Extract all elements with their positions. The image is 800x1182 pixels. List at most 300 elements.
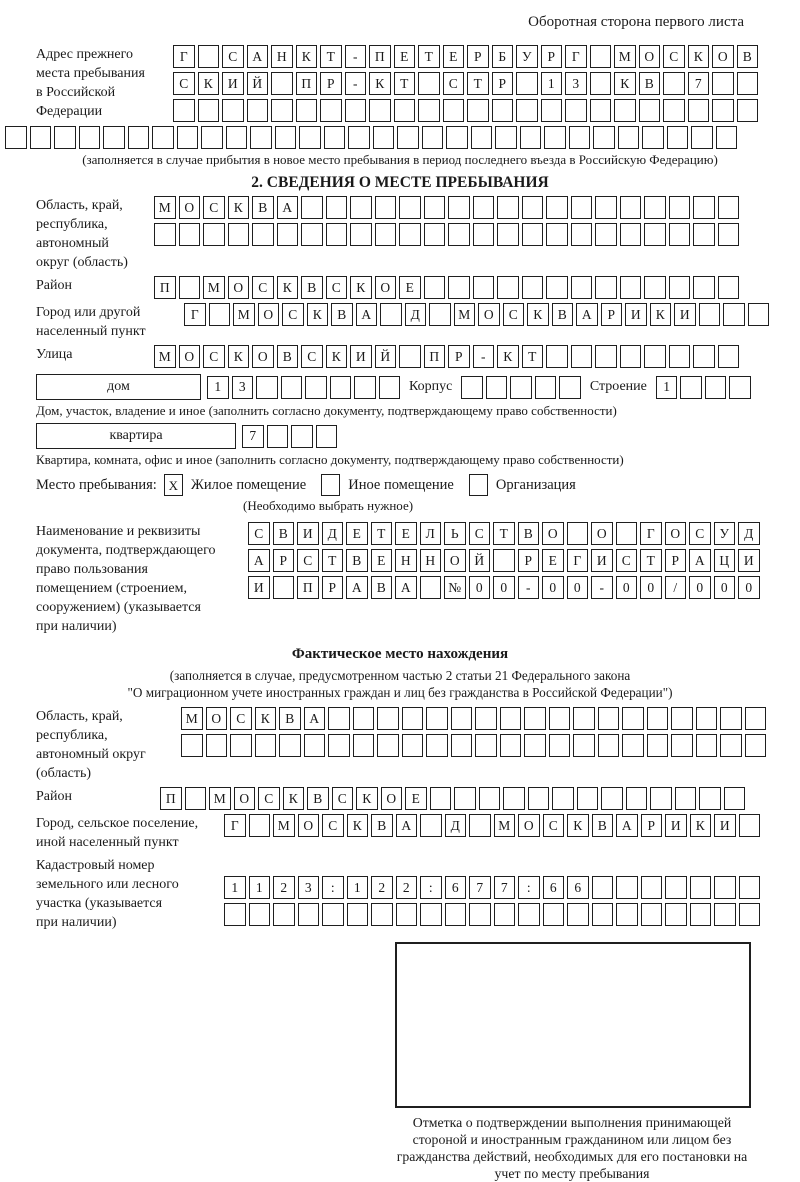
char-cell[interactable]	[255, 734, 277, 757]
char-cell[interactable]	[569, 126, 591, 149]
char-cell[interactable]: И	[222, 72, 244, 95]
char-cell[interactable]	[595, 345, 617, 368]
char-cell[interactable]: Е	[542, 549, 564, 572]
char-cell[interactable]: -	[518, 576, 540, 599]
char-cell[interactable]	[644, 223, 666, 246]
char-cell[interactable]	[451, 734, 473, 757]
char-cell[interactable]	[669, 276, 691, 299]
char-cell[interactable]	[620, 196, 642, 219]
char-cell[interactable]: М	[614, 45, 636, 68]
char-cell[interactable]	[448, 196, 470, 219]
char-cell[interactable]: В	[371, 576, 393, 599]
char-cell[interactable]	[622, 707, 644, 730]
char-cell[interactable]: В	[273, 522, 295, 545]
char-cell[interactable]: 0	[616, 576, 638, 599]
char-cell[interactable]: В	[279, 707, 301, 730]
char-cell[interactable]: В	[307, 787, 329, 810]
char-cell[interactable]: К	[296, 45, 318, 68]
char-cell[interactable]	[426, 707, 448, 730]
char-cell[interactable]	[177, 126, 199, 149]
char-cell[interactable]: 1	[224, 876, 246, 899]
char-cell[interactable]	[541, 99, 563, 122]
char-cell[interactable]: М	[233, 303, 255, 326]
char-cell[interactable]: С	[469, 522, 491, 545]
char-cell[interactable]	[279, 734, 301, 757]
char-cell[interactable]: Й	[469, 549, 491, 572]
char-cell[interactable]: В	[592, 814, 614, 837]
char-cell[interactable]	[516, 72, 538, 95]
char-cell[interactable]: С	[503, 303, 525, 326]
char-cell[interactable]: Г	[640, 522, 662, 545]
char-cell[interactable]	[748, 303, 770, 326]
char-cell[interactable]: Р	[541, 45, 563, 68]
char-cell[interactable]: №	[444, 576, 466, 599]
char-cell[interactable]: Е	[394, 45, 416, 68]
char-cell[interactable]: Т	[467, 72, 489, 95]
char-cell[interactable]: О	[381, 787, 403, 810]
char-cell[interactable]	[590, 72, 612, 95]
char-cell[interactable]	[647, 707, 669, 730]
char-cell[interactable]: 6	[445, 876, 467, 899]
char-cell[interactable]: 2	[396, 876, 418, 899]
char-cell[interactable]: Р	[492, 72, 514, 95]
char-cell[interactable]	[729, 376, 751, 399]
char-cell[interactable]: Й	[375, 345, 397, 368]
char-cell[interactable]	[546, 223, 568, 246]
char-cell[interactable]: Е	[405, 787, 427, 810]
char-cell[interactable]: К	[527, 303, 549, 326]
char-cell[interactable]	[473, 196, 495, 219]
char-cell[interactable]	[347, 903, 369, 926]
char-cell[interactable]	[475, 707, 497, 730]
char-cell[interactable]	[420, 576, 442, 599]
char-cell[interactable]: Р	[322, 576, 344, 599]
char-cell[interactable]	[422, 126, 444, 149]
char-cell[interactable]: И	[738, 549, 760, 572]
char-cell[interactable]: В	[639, 72, 661, 95]
char-cell[interactable]: Р	[448, 345, 470, 368]
char-cell[interactable]	[690, 903, 712, 926]
char-cell[interactable]: С	[203, 345, 225, 368]
char-cell[interactable]: Е	[443, 45, 465, 68]
char-cell[interactable]	[546, 196, 568, 219]
char-cell[interactable]: 0	[689, 576, 711, 599]
char-cell[interactable]: 0	[493, 576, 515, 599]
char-cell[interactable]: Г	[224, 814, 246, 837]
char-cell[interactable]	[399, 345, 421, 368]
char-cell[interactable]	[639, 99, 661, 122]
char-cell[interactable]: А	[304, 707, 326, 730]
char-cell[interactable]	[714, 876, 736, 899]
char-cell[interactable]: П	[369, 45, 391, 68]
char-cell[interactable]	[446, 126, 468, 149]
char-cell[interactable]	[522, 196, 544, 219]
char-cell[interactable]	[671, 707, 693, 730]
char-cell[interactable]	[373, 126, 395, 149]
char-cell[interactable]	[267, 425, 289, 448]
char-cell[interactable]	[497, 196, 519, 219]
char-cell[interactable]	[620, 223, 642, 246]
char-cell[interactable]: О	[639, 45, 661, 68]
char-cell[interactable]: О	[478, 303, 500, 326]
char-cell[interactable]	[321, 474, 340, 496]
char-cell[interactable]	[486, 376, 508, 399]
char-cell[interactable]: Т	[493, 522, 515, 545]
char-cell[interactable]: Т	[320, 45, 342, 68]
char-cell[interactable]	[745, 734, 767, 757]
char-cell[interactable]: 0	[640, 576, 662, 599]
char-cell[interactable]: П	[160, 787, 182, 810]
char-cell[interactable]: О	[258, 303, 280, 326]
char-cell[interactable]	[663, 72, 685, 95]
char-cell[interactable]	[671, 734, 693, 757]
char-cell[interactable]: С	[332, 787, 354, 810]
char-cell[interactable]: И	[297, 522, 319, 545]
char-cell[interactable]: К	[277, 276, 299, 299]
char-cell[interactable]	[500, 734, 522, 757]
char-cell[interactable]	[224, 903, 246, 926]
char-cell[interactable]	[546, 345, 568, 368]
char-cell[interactable]	[688, 99, 710, 122]
char-cell[interactable]	[252, 223, 274, 246]
char-cell[interactable]: М	[203, 276, 225, 299]
char-cell[interactable]: -	[345, 45, 367, 68]
char-cell[interactable]: Е	[346, 522, 368, 545]
char-cell[interactable]: М	[494, 814, 516, 837]
char-cell[interactable]: Д	[322, 522, 344, 545]
char-cell[interactable]	[448, 223, 470, 246]
char-cell[interactable]: X	[164, 474, 183, 496]
char-cell[interactable]	[322, 903, 344, 926]
char-cell[interactable]: А	[247, 45, 269, 68]
char-cell[interactable]	[371, 903, 393, 926]
char-cell[interactable]	[644, 276, 666, 299]
char-cell[interactable]: М	[154, 345, 176, 368]
char-cell[interactable]	[198, 45, 220, 68]
char-cell[interactable]	[573, 734, 595, 757]
char-cell[interactable]	[473, 276, 495, 299]
char-cell[interactable]: -	[473, 345, 495, 368]
char-cell[interactable]: Р	[320, 72, 342, 95]
char-cell[interactable]: 6	[543, 876, 565, 899]
char-cell[interactable]: И	[591, 549, 613, 572]
char-cell[interactable]	[642, 126, 664, 149]
char-cell[interactable]	[228, 223, 250, 246]
char-cell[interactable]	[326, 196, 348, 219]
char-cell[interactable]	[693, 345, 715, 368]
char-cell[interactable]: И	[665, 814, 687, 837]
char-cell[interactable]: Р	[641, 814, 663, 837]
char-cell[interactable]: К	[283, 787, 305, 810]
char-cell[interactable]	[577, 787, 599, 810]
char-cell[interactable]	[494, 903, 516, 926]
char-cell[interactable]: М	[209, 787, 231, 810]
char-cell[interactable]: В	[277, 345, 299, 368]
char-cell[interactable]: Г	[567, 549, 589, 572]
char-cell[interactable]	[739, 814, 761, 837]
char-cell[interactable]	[203, 223, 225, 246]
char-cell[interactable]	[152, 126, 174, 149]
char-cell[interactable]: Г	[565, 45, 587, 68]
char-cell[interactable]	[250, 126, 272, 149]
char-cell[interactable]	[345, 99, 367, 122]
char-cell[interactable]	[461, 376, 483, 399]
char-cell[interactable]: :	[322, 876, 344, 899]
char-cell[interactable]	[622, 734, 644, 757]
char-cell[interactable]	[418, 99, 440, 122]
char-cell[interactable]	[716, 126, 738, 149]
char-cell[interactable]: С	[230, 707, 252, 730]
char-cell[interactable]	[379, 376, 401, 399]
char-cell[interactable]	[429, 303, 451, 326]
char-cell[interactable]: И	[674, 303, 696, 326]
char-cell[interactable]	[712, 99, 734, 122]
char-cell[interactable]	[528, 787, 550, 810]
char-cell[interactable]: Р	[665, 549, 687, 572]
char-cell[interactable]: :	[518, 876, 540, 899]
char-cell[interactable]: К	[326, 345, 348, 368]
char-cell[interactable]: А	[346, 576, 368, 599]
char-cell[interactable]: О	[179, 196, 201, 219]
char-cell[interactable]	[590, 45, 612, 68]
char-cell[interactable]	[475, 734, 497, 757]
char-cell[interactable]: Д	[738, 522, 760, 545]
char-cell[interactable]: Ь	[444, 522, 466, 545]
char-cell[interactable]	[424, 196, 446, 219]
char-cell[interactable]	[305, 376, 327, 399]
char-cell[interactable]: Й	[247, 72, 269, 95]
char-cell[interactable]	[348, 126, 370, 149]
char-cell[interactable]: С	[297, 549, 319, 572]
char-cell[interactable]	[616, 876, 638, 899]
char-cell[interactable]	[448, 276, 470, 299]
char-cell[interactable]	[739, 903, 761, 926]
char-cell[interactable]	[402, 707, 424, 730]
char-cell[interactable]	[559, 376, 581, 399]
char-cell[interactable]: Д	[445, 814, 467, 837]
char-cell[interactable]	[179, 276, 201, 299]
char-cell[interactable]: С	[326, 276, 348, 299]
char-cell[interactable]: О	[518, 814, 540, 837]
char-cell[interactable]: К	[369, 72, 391, 95]
char-cell[interactable]	[273, 576, 295, 599]
char-cell[interactable]: К	[228, 345, 250, 368]
char-cell[interactable]	[524, 734, 546, 757]
char-cell[interactable]: О	[252, 345, 274, 368]
char-cell[interactable]	[473, 223, 495, 246]
char-cell[interactable]: О	[591, 522, 613, 545]
char-cell[interactable]: О	[542, 522, 564, 545]
char-cell[interactable]	[271, 72, 293, 95]
char-cell[interactable]: О	[298, 814, 320, 837]
char-cell[interactable]: К	[255, 707, 277, 730]
char-cell[interactable]	[230, 734, 252, 757]
char-cell[interactable]: Р	[467, 45, 489, 68]
char-cell[interactable]: В	[518, 522, 540, 545]
char-cell[interactable]: А	[576, 303, 598, 326]
char-cell[interactable]: 1	[207, 376, 229, 399]
char-cell[interactable]: С	[616, 549, 638, 572]
char-cell[interactable]	[469, 814, 491, 837]
char-cell[interactable]	[593, 126, 615, 149]
char-cell[interactable]: С	[663, 45, 685, 68]
char-cell[interactable]	[737, 72, 759, 95]
char-cell[interactable]	[275, 126, 297, 149]
char-cell[interactable]	[304, 734, 326, 757]
char-cell[interactable]: В	[371, 814, 393, 837]
char-cell[interactable]: 7	[242, 425, 264, 448]
char-cell[interactable]	[644, 345, 666, 368]
char-cell[interactable]: Д	[405, 303, 427, 326]
char-cell[interactable]: 0	[738, 576, 760, 599]
char-cell[interactable]: К	[650, 303, 672, 326]
char-cell[interactable]	[397, 126, 419, 149]
char-cell[interactable]: 2	[273, 876, 295, 899]
char-cell[interactable]	[467, 99, 489, 122]
char-cell[interactable]: И	[714, 814, 736, 837]
char-cell[interactable]: Т	[394, 72, 416, 95]
char-cell[interactable]	[445, 903, 467, 926]
char-cell[interactable]	[418, 72, 440, 95]
char-cell[interactable]	[181, 734, 203, 757]
char-cell[interactable]	[271, 99, 293, 122]
char-cell[interactable]: М	[181, 707, 203, 730]
char-cell[interactable]: 3	[298, 876, 320, 899]
char-cell[interactable]	[705, 376, 727, 399]
char-cell[interactable]	[699, 303, 721, 326]
char-cell[interactable]: К	[198, 72, 220, 95]
char-cell[interactable]	[543, 903, 565, 926]
char-cell[interactable]	[571, 196, 593, 219]
char-cell[interactable]	[30, 126, 52, 149]
char-cell[interactable]	[426, 734, 448, 757]
char-cell[interactable]: И	[248, 576, 270, 599]
char-cell[interactable]	[375, 196, 397, 219]
char-cell[interactable]: А	[396, 814, 418, 837]
char-cell[interactable]	[249, 814, 271, 837]
char-cell[interactable]	[326, 223, 348, 246]
char-cell[interactable]: М	[273, 814, 295, 837]
char-cell[interactable]: К	[614, 72, 636, 95]
char-cell[interactable]	[377, 734, 399, 757]
char-cell[interactable]	[549, 734, 571, 757]
char-cell[interactable]: Е	[371, 549, 393, 572]
char-cell[interactable]: 1	[249, 876, 271, 899]
char-cell[interactable]: Н	[420, 549, 442, 572]
char-cell[interactable]: 7	[469, 876, 491, 899]
char-cell[interactable]: К	[497, 345, 519, 368]
char-cell[interactable]	[79, 126, 101, 149]
char-cell[interactable]	[745, 707, 767, 730]
char-cell[interactable]: К	[228, 196, 250, 219]
char-cell[interactable]: Т	[522, 345, 544, 368]
char-cell[interactable]: 1	[541, 72, 563, 95]
char-cell[interactable]: -	[345, 72, 367, 95]
char-cell[interactable]: С	[222, 45, 244, 68]
char-cell[interactable]: Т	[371, 522, 393, 545]
char-cell[interactable]	[601, 787, 623, 810]
char-cell[interactable]: О	[228, 276, 250, 299]
char-cell[interactable]: К	[356, 787, 378, 810]
char-cell[interactable]: 1	[656, 376, 678, 399]
char-cell[interactable]: Е	[399, 276, 421, 299]
char-cell[interactable]	[469, 474, 488, 496]
char-cell[interactable]: Р	[601, 303, 623, 326]
char-cell[interactable]	[443, 99, 465, 122]
char-cell[interactable]	[718, 196, 740, 219]
char-cell[interactable]: О	[375, 276, 397, 299]
char-cell[interactable]: К	[690, 814, 712, 837]
char-cell[interactable]	[712, 72, 734, 95]
char-cell[interactable]	[377, 707, 399, 730]
char-cell[interactable]: 7	[494, 876, 516, 899]
char-cell[interactable]: И	[350, 345, 372, 368]
char-cell[interactable]	[185, 787, 207, 810]
char-cell[interactable]	[598, 734, 620, 757]
char-cell[interactable]	[375, 223, 397, 246]
char-cell[interactable]: А	[689, 549, 711, 572]
char-cell[interactable]	[350, 223, 372, 246]
char-cell[interactable]	[720, 734, 742, 757]
char-cell[interactable]	[626, 787, 648, 810]
char-cell[interactable]: В	[301, 276, 323, 299]
char-cell[interactable]	[675, 787, 697, 810]
char-cell[interactable]: А	[616, 814, 638, 837]
char-cell[interactable]	[571, 276, 593, 299]
char-cell[interactable]: К	[688, 45, 710, 68]
char-cell[interactable]	[510, 376, 532, 399]
char-cell[interactable]: -	[591, 576, 613, 599]
char-cell[interactable]: О	[665, 522, 687, 545]
char-cell[interactable]	[544, 126, 566, 149]
char-cell[interactable]	[399, 196, 421, 219]
char-cell[interactable]	[350, 196, 372, 219]
char-cell[interactable]: М	[454, 303, 476, 326]
char-cell[interactable]	[549, 707, 571, 730]
char-cell[interactable]	[249, 903, 271, 926]
char-cell[interactable]	[209, 303, 231, 326]
char-cell[interactable]: 0	[567, 576, 589, 599]
char-cell[interactable]: И	[625, 303, 647, 326]
char-cell[interactable]: Г	[184, 303, 206, 326]
char-cell[interactable]	[595, 223, 617, 246]
char-cell[interactable]: 7	[688, 72, 710, 95]
char-cell[interactable]	[454, 787, 476, 810]
char-cell[interactable]	[201, 126, 223, 149]
char-cell[interactable]	[718, 276, 740, 299]
char-cell[interactable]	[590, 99, 612, 122]
char-cell[interactable]	[301, 223, 323, 246]
char-cell[interactable]	[669, 223, 691, 246]
char-cell[interactable]	[723, 303, 745, 326]
char-cell[interactable]	[718, 345, 740, 368]
char-cell[interactable]	[369, 99, 391, 122]
char-cell[interactable]	[614, 99, 636, 122]
char-cell[interactable]	[353, 734, 375, 757]
char-cell[interactable]: О	[444, 549, 466, 572]
char-cell[interactable]: О	[206, 707, 228, 730]
char-cell[interactable]: В	[252, 196, 274, 219]
char-cell[interactable]	[699, 787, 721, 810]
char-cell[interactable]: У	[516, 45, 538, 68]
char-cell[interactable]	[620, 276, 642, 299]
char-cell[interactable]	[522, 276, 544, 299]
char-cell[interactable]	[328, 734, 350, 757]
char-cell[interactable]	[693, 223, 715, 246]
char-cell[interactable]: К	[567, 814, 589, 837]
char-cell[interactable]	[103, 126, 125, 149]
char-cell[interactable]	[493, 549, 515, 572]
